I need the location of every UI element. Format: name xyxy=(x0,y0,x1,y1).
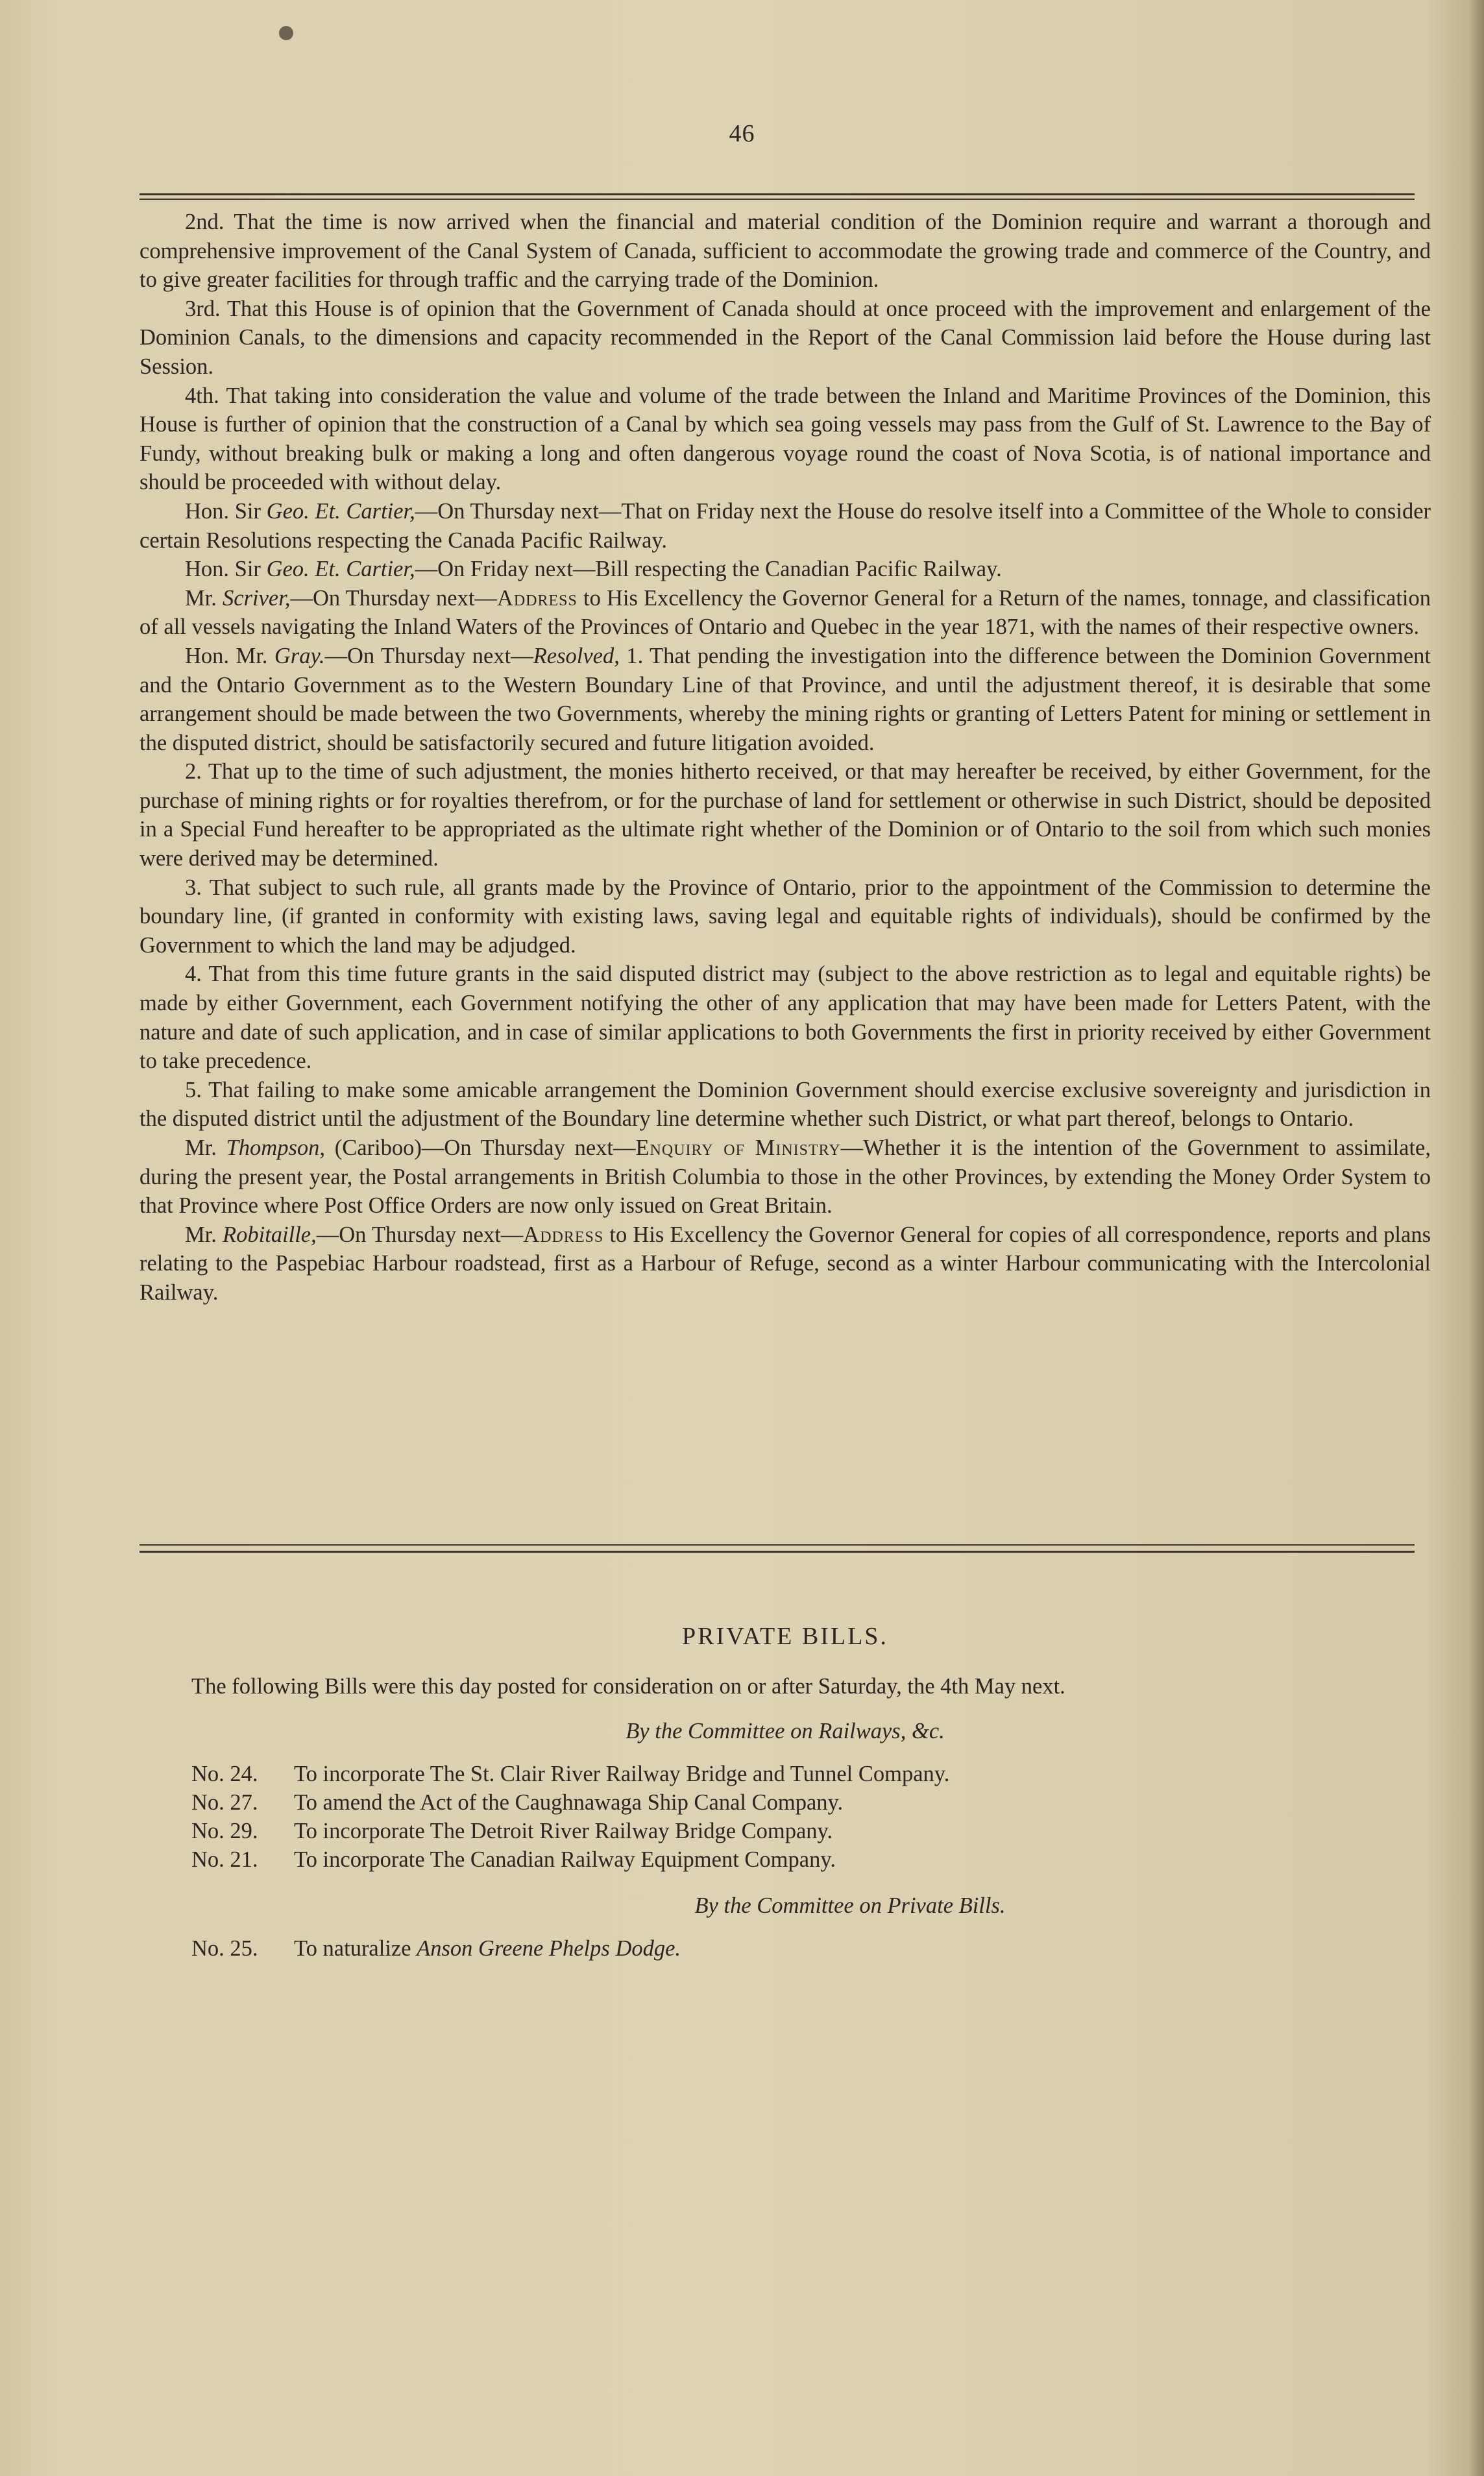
main-text xyxy=(140,208,1431,1307)
page-number: 46 xyxy=(729,120,755,147)
section-heading: PRIVATE BILLS. xyxy=(682,1623,888,1650)
committee-heading: By the Committee on Private Bills. xyxy=(694,1893,1006,1918)
paragraph: Hon. Sir Geo. Et. Cartier,—On Friday next—Bill respecting the Canadian Pacific Railway. xyxy=(185,557,1002,582)
paragraph: 2nd. That the time is now arrived when the financial and material condition of the Dominion require and warrant a thorough and comprehensive improvement of the Canal System of Canada, sufficient to accommodate the growing trade and commerce of the Country, and to give greater facilities for through traffic and the carrying trade of the Dominion. xyxy=(140,210,1431,293)
member-name: Gray. xyxy=(274,643,325,668)
private-bills-section xyxy=(140,1622,1431,1963)
paragraph: 2. That up to the time of such adjustment, the monies hitherto received, or that may hereafter be received, by either Government, for the purchase of mining rights or for royalties therefrom, or for the purchase of land for settlement or otherwise in such District, should be deposited in a Special Fund hereafter to be appropriated as the ultimate right whether of the Dominion or of Ontario to the soil from which such monies were derived may be determined. xyxy=(140,759,1431,871)
motion-type: Enquiry of Ministry xyxy=(635,1135,841,1160)
member-name: Thompson, xyxy=(226,1135,325,1160)
member-name: Geo. Et. Cartier, xyxy=(266,557,415,582)
paragraph: Hon. Mr. Gray.—On Thursday next—Resolved, 1. That pending the investigation into the difference between the Dominion Government and the Ontario Government as to the Western Boundary Line of that Province, and until the adjustment thereof, it is desirable that some arrangement should be made between the two Governments, whereby the mining rights or granting of Letters Patent for mining or settlement in the disputed district, should be satisfactorily secured and future litigation avoided. xyxy=(140,643,1431,755)
motion-type: Address xyxy=(523,1222,604,1247)
paragraph: 4. That from this time future grants in the said disputed district may (subject to the above restriction as to legal and equitable rights) be made by either Government, each Government notifying the other of any application that may have been made for Letters Patent, with the nature and date of such application, and in case of similar applications to both Governments the first in priority received by either Government to take precedence. xyxy=(140,962,1431,1074)
ink-speck xyxy=(279,26,293,40)
paragraph: Mr. Scriver,—On Thursday next—Address to His Excellency the Governor General for a Return of the names, tonnage, and classification of all vessels navigating the Inland Waters of the Provinces of Ontario and Quebec in the year 1871, with the names of their respective owners. xyxy=(140,585,1431,640)
page-edge-shadow xyxy=(1470,0,1484,2476)
member-name: Geo. Et. Cartier, xyxy=(266,498,415,524)
paragraph: 3. That subject to such rule, all grants made by the Province of Ontario, prior to the appointment of the Commission to determine the boundary line, (if granted in conformity with existing laws, saving legal and equitable rights of individuals), should be confirmed by the Government to which the land may be adjudged. xyxy=(140,875,1431,958)
paragraph: Mr. Thompson, (Cariboo)—On Thursday next—Enquiry of Ministry—Whether it is the intention of the Government to assimilate, during the present year, the Postal arrangements in British Columbia to those in the other Provinces, by extending the Money Order System to that Province where Post Office Orders are now only issued on Great Britain. xyxy=(140,1135,1431,1219)
paragraph: 4th. That taking into consideration the value and volume of the trade between the Inland and Maritime Provinces of the Dominion, this House is further of opinion that the construction of a Canal by which sea going vessels may pass from the Gulf of St. Lawrence to the Bay of Fundy, without breaking bulk or making a long and often dangerous voyage round the coast of Nova Scotia, is of national importance and should be proceeded with without delay. xyxy=(140,383,1431,495)
bill-entry: No. 25. To naturalize Anson Greene Phelps Dodge. xyxy=(191,1936,681,1961)
header-rule-top xyxy=(140,193,1415,195)
paragraph: Hon. Sir Geo. Et. Cartier,—On Thursday next—That on Friday next the House do resolve itself into a Committee of the Whole to consider certain Resolutions respecting the Canada Pacific Railway. xyxy=(140,498,1431,553)
committee-heading: By the Committee on Railways, &c. xyxy=(626,1719,945,1743)
paragraph: Mr. Robitaille,—On Thursday next—Address to His Excellency the Governor General for copies of all correspondence, reports and plans relating to the Paspebiac Harbour roadstead, first as a Harbour of Refuge, second as a winter Harbour communicating with the Intercolonial Railway. xyxy=(140,1222,1431,1305)
section-rule-bottom xyxy=(140,1551,1415,1553)
motion-type: Address xyxy=(496,585,578,611)
section-rule-top xyxy=(140,1544,1415,1546)
paragraph: 3rd. That this House is of opinion that the Government of Canada should at once proceed with the improvement and enlargement of the Dominion Canals, to the dimensions and capacity recommended in the Report of the Canal Commission laid before the House during last Session. xyxy=(140,296,1431,379)
paragraph: 5. That failing to make some amicable arrangement the Dominion Government should exercise exclusive sovereignty and jurisdiction in the disputed district until the adjustment of the Boundary line determine whether such District, or what part thereof, belongs to Ontario. xyxy=(140,1077,1431,1132)
resolved-label: Resolved, xyxy=(533,643,620,668)
bill-entry: No. 27. To amend the Act of the Caughnawaga Ship Canal Company. xyxy=(191,1790,844,1815)
section-intro: The following Bills were this day posted for consideration on or after Saturday, the 4th May next. xyxy=(191,1674,1065,1699)
bill-entry: No. 29. To incorporate The Detroit River Railway Bridge Company. xyxy=(191,1819,833,1843)
member-name: Robitaille, xyxy=(223,1222,317,1247)
member-name: Scriver, xyxy=(223,585,291,611)
person-name: Anson Greene Phelps Dodge. xyxy=(417,1936,681,1961)
header-rule-bottom xyxy=(140,199,1415,200)
bill-entry: No. 24. To incorporate The St. Clair River Railway Bridge and Tunnel Company. xyxy=(191,1762,950,1786)
bill-entry: No. 21. To incorporate The Canadian Railway Equipment Company. xyxy=(191,1847,836,1872)
